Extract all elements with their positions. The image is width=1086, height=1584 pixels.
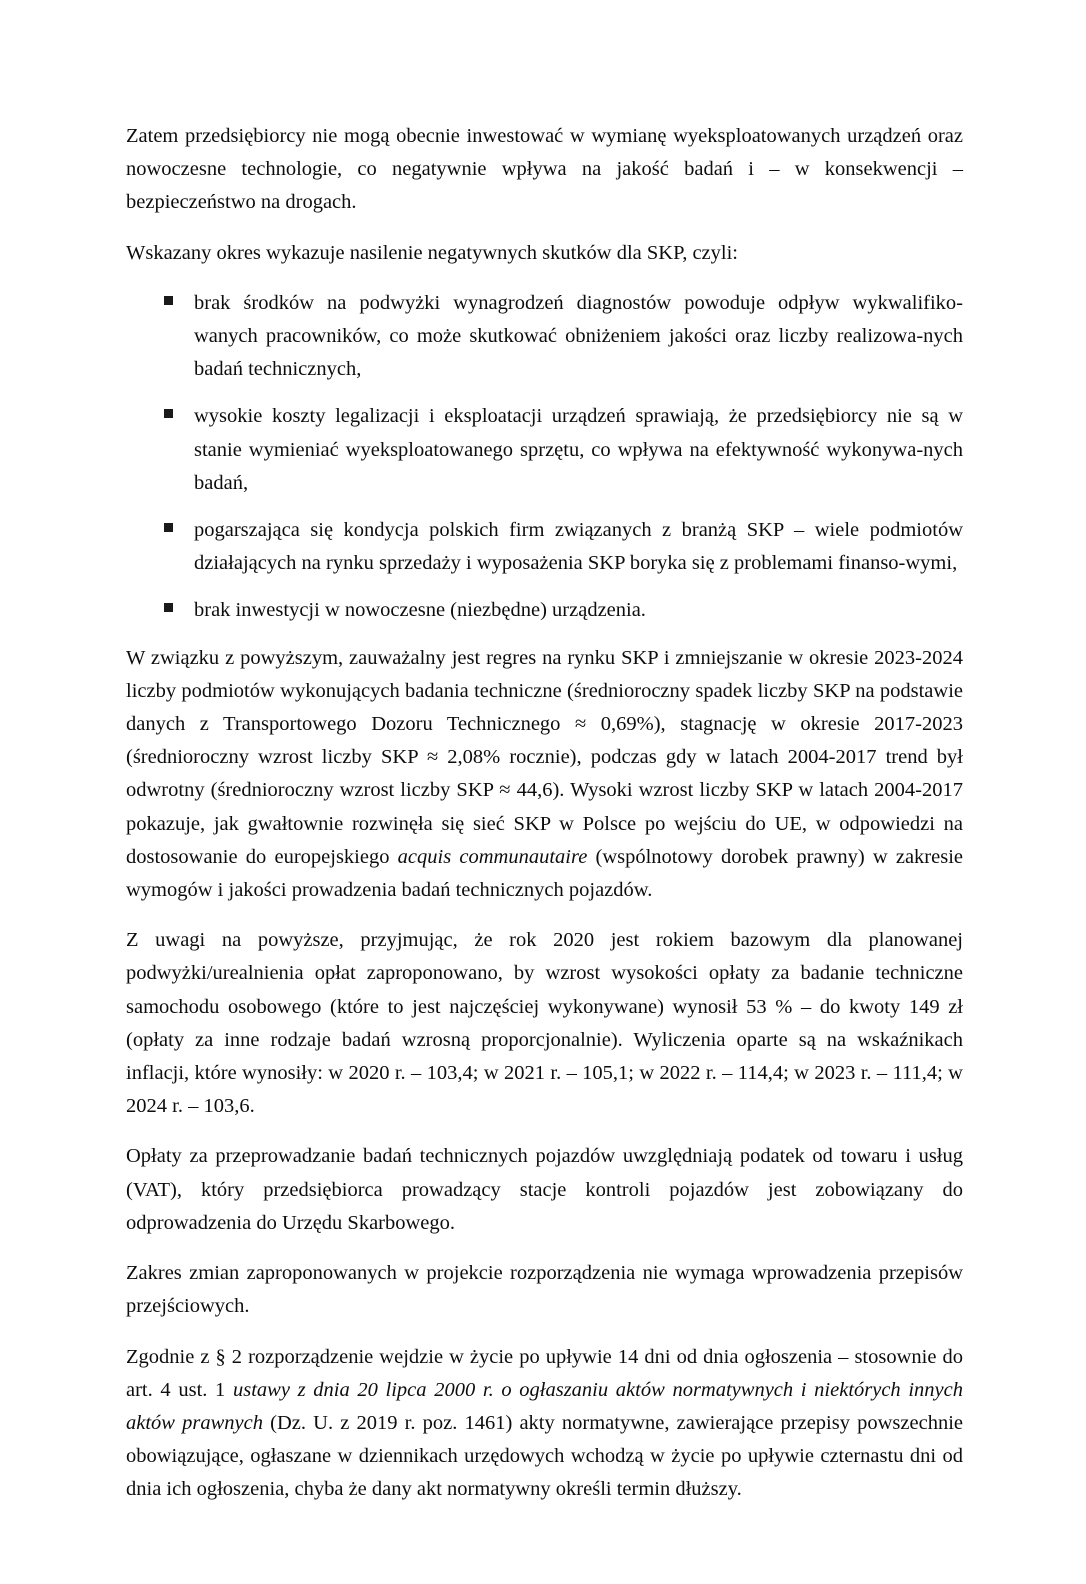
paragraph-intro: Zatem przedsiębiorcy nie mogą obecnie inwestować w wymianę wyeksploatowanych urządzeń oraz nowoczesne technologie, co negatywnie wpływa na jakość badań i – w konsekwencji – bezpieczeństwo na drogach.: [126, 125, 963, 214]
paragraph-list-lead-in: Wskazany okres wykazuje nasilenie negatywnych skutków dla SKP, czyli:: [126, 241, 738, 264]
paragraph-entry-into-force-part2: (Dz. U. z 2019 r. poz. 1461) akty normatywne, zawierające przepisy powszechnie obowiązujące, ogłaszane w dziennikach urzędowych wchodzą w życie po upływie czternastu dni od dnia ich ogłoszenia, chyba że dany akt normatywny określi termin dłuższy.: [126, 1411, 963, 1501]
document-body: [126, 120, 963, 1507]
square-bullet-icon: [164, 409, 173, 418]
paragraph-entry-into-force: [126, 1341, 963, 1507]
list-item-text: brak inwestycji w nowoczesne (niezbędne) urządzenia.: [194, 599, 646, 622]
square-bullet-icon: [164, 603, 173, 612]
paragraph-fee-increase: Z uwagi na powyższe, przyjmując, że rok 2020 jest rokiem bazowym dla planowanej podwyżki/urealnienia opłat zaproponowano, by wzrost wysokości opłaty za badanie techniczne samochodu osobowego (które to jest najczęściej wykonywane) wynosił 53 % – do kwoty 149 zł (opłaty za inne rodzaje badań wzrosną proporcjonalnie). Wyliczenia oparte są na wskaźnikach inflacji, które wynosiły: w 2020 r. – 103,4; w 2021 r. – 105,1; w 2022 r. – 114,4; w 2023 r. – 111,4; w 2024 r. – 103,6.: [126, 929, 963, 1118]
list-item-text: wysokie koszty legalizacji i eksploatacji urządzeń sprawiają, że przedsiębiorcy nie są w stanie wymieniać wyeksploatowanego sprzętu, co wpływa na efektywność wykonywa-nych badań,: [194, 405, 963, 494]
list-item: [126, 287, 963, 387]
paragraph-market-trend: [126, 642, 963, 908]
paragraph-market-trend-part2: (wspólnotowy dorobek prawny) w zakresie wymogów i jakości prowadzenia badań technicznych pojazdów.: [126, 845, 964, 902]
paragraph-entry-into-force-part1: Zgodnie z § 2 rozporządzenie wejdzie w życie po upływie 14 dni od dnia ogłoszenia – stosownie do art. 4 ust. 1: [126, 1345, 963, 1401]
paragraph-market-trend-part1: W związku z powyższym, zauważalny jest regres na rynku SKP i zmniejszanie w okresie 2023-2024 liczby podmiotów wykonujących badania techniczne (średnioroczny spadek liczby SKP na podstawie danych z Transportowego Dozoru Technicznego ≈ 0,69%), stagnację w okresie 2017-2023 (średnioroczny wzrost liczby SKP ≈ 2,08% rocznie), podczas gdy w latach 2004-2017 trend był odwrotny (średnioroczny wzrost liczby SKP ≈ 44,6). Wysoki wzrost liczby SKP w latach 2004-2017 pokazuje, jak gwałtownie rozwinęła się sieć SKP w Polsce po wejściu do UE, w odpowiedzi na dostosowanie do europejskiego: [126, 646, 963, 868]
paragraph-vat: Opłaty za przeprowadzanie badań technicznych pojazdów uwzględniają podatek od towaru i usług (VAT), który przedsiębiorca prowadzący stacje kontroli pojazdów jest zobowiązany do odprowadzenia do Urzędu Skarbowego.: [126, 1145, 963, 1234]
square-bullet-icon: [164, 296, 173, 305]
list-item-text: pogarszająca się kondycja polskich firm związanych z branżą SKP – wiele podmiotów działających na rynku sprzedaży i wyposażenia SKP boryka się z problemami finanso-wymi,: [194, 519, 963, 575]
square-bullet-icon: [164, 523, 173, 532]
paragraph-entry-into-force-italic: ustawy z dnia 20 lipca 2000 r. o ogłaszaniu aktów normatywnych i niektórych innych aktów prawnych: [126, 1378, 963, 1434]
bullet-list: [126, 287, 963, 628]
list-item-text: brak środków na podwyżki wynagrodzeń diagnostów powoduje odpływ wykwalifiko-wanych pracowników, co może skutkować obniżeniem jakości oraz liczby realizowa-nych badań technicznych,: [194, 291, 963, 381]
list-item: [126, 594, 963, 627]
list-item: [126, 400, 963, 500]
list-item: [126, 514, 963, 580]
paragraph-market-trend-italic: acquis communautaire: [397, 845, 588, 868]
paragraph-transitional-provisions: Zakres zmian zaproponowanych w projekcie rozporządzenia nie wymaga wprowadzenia przepisów przejściowych.: [126, 1262, 963, 1318]
